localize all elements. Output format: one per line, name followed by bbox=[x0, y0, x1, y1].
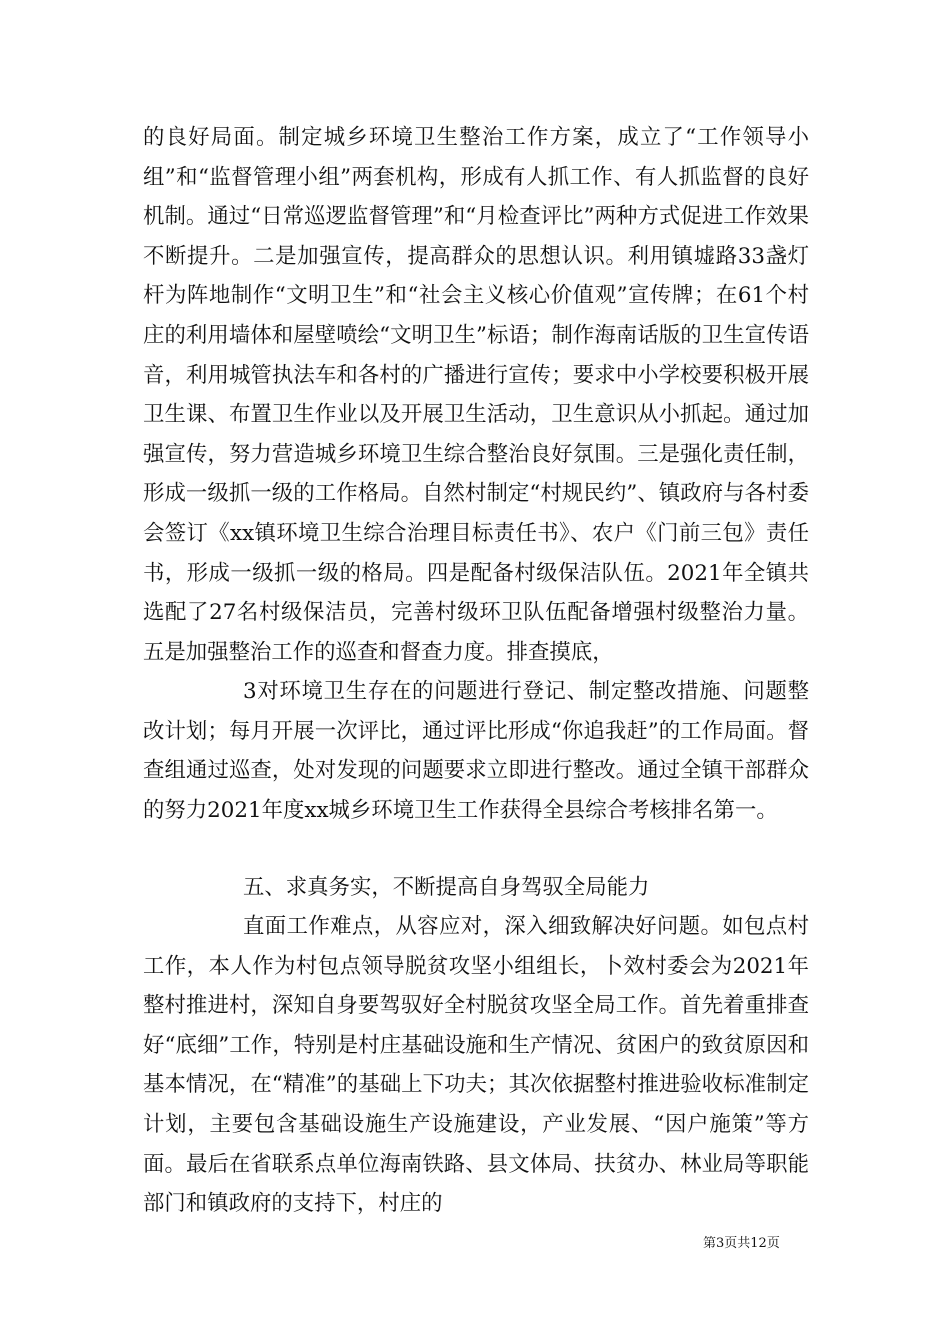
page-number-footer: 第3页共12页 bbox=[703, 1236, 780, 1251]
paragraph-leadership-work: 直面工作难点，从容应对，深入细致解决好问题。如包点村工作，本人作为村包点领导脱贫攻坚小组组长，卜效村委会为2021年整村推进村，深知自身要驾驭好全村脱贫攻坚全局工作。首先着重排查好“底细”工作，特别是村庄基础设施和生产情况、贫困户的致贫原因和基本情况，在“精准”的基础上下功夫；其次依据整村推进验收标准制定计划，主要包含基础设施生产设施建设，产业发展、“因户施策”等方面。最后在省联系点单位海南铁路、县文体局、扶贫办、林业局等职能部门和镇政府的支持下，村庄的 bbox=[143, 914, 809, 1217]
paragraph-inspection-results: 3对环境卫生存在的问题进行登记、制定整改措施、问题整改计划；每月开展一次评比，通过评比形成“你追我赶”的工作局面。督查组通过巡查，处对发现的问题要求立即进行整改。通过全镇干部群众的努力2021年度xx城乡环境卫生工作获得全县综合考核排名第一。 bbox=[143, 679, 809, 823]
section-heading: 五、求真务实，不断提高自身驾驭全局能力 bbox=[243, 875, 650, 900]
paragraph-environment-sanitation: 的良好局面。制定城乡环境卫生整治工作方案，成立了“工作领导小组”和“监督管理小组”两套机构，形成有人抓工作、有人抓监督的良好机制。通过“日常巡逻监督管理”和“月检查评比”两种方式促进工作效果不断提升。二是加强宣传，提高群众的思想认识。利用镇墟路33盏灯杆为阵地制作“文明卫生”和“社会主义核心价值观”宣传牌；在61个村庄的利用墙体和屋壁喷绘“文明卫生”标语；制作海南话版的卫生宣传语音，利用城管执法车和各村的广播进行宣传；要求中小学校要积极开展卫生课、布置卫生作业以及开展卫生活动，卫生意识从小抓起。通过加强宣传，努力营造城乡环境卫生综合整治良好氛围。三是强化责任制，形成一级抓一级的工作格局。自然村制定“村规民约”、镇政府与各村委会签订《xx镇环境卫生综合治理目标责任书》、农户《门前三包》责任书，形成一级抓一级的格局。四是配备村级保洁队伍。2021年全镇共选配了27名村级保洁员，完善村级环卫队伍配备增强村级整治力量。五是加强整治工作的巡查和督查力度。排查摸底， bbox=[143, 125, 809, 665]
